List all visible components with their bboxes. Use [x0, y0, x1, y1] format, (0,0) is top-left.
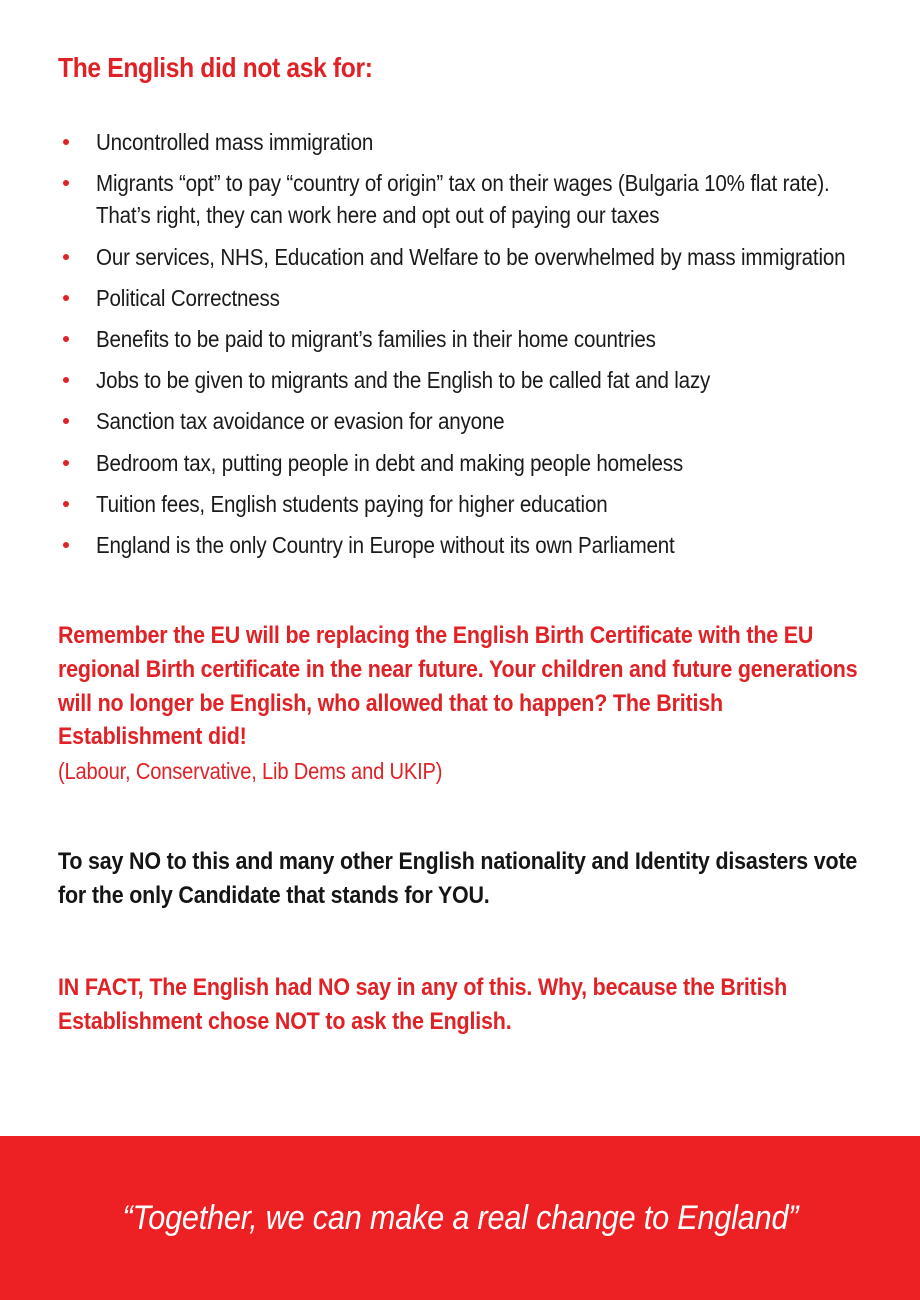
- eu-warning-note-label: (Labour, Conservative, Lib Dems and UKIP): [58, 758, 443, 785]
- bullet-dot-icon: [63, 295, 69, 301]
- bullet-dot-icon: [63, 377, 69, 383]
- list-item: [58, 529, 860, 561]
- list-item: [58, 167, 860, 231]
- bullet-dot-icon: [63, 501, 69, 507]
- vote-call-block: [58, 845, 860, 913]
- eu-warning-note: [58, 756, 860, 787]
- in-fact-text: [58, 971, 860, 1039]
- bullet-dot-icon: [63, 254, 69, 260]
- list-item-label: Sanction tax avoidance or evasion for anyone: [96, 408, 505, 435]
- bullet-dot-icon: [63, 139, 69, 145]
- list-item-label: Political Correctness: [96, 284, 280, 311]
- footer-slogan: “Together, we can make a real change to England”: [122, 1198, 798, 1237]
- in-fact-block: [58, 971, 860, 1039]
- list-item-label: Our services, NHS, Education and Welfare to be overwhelmed by mass immigration: [96, 243, 846, 270]
- vote-call-text: [58, 845, 860, 913]
- vote-call-body: To say NO to this and many other English nationality and Identity disasters vote for the only Candidate that stands for YOU.: [58, 848, 858, 910]
- bullet-dot-icon: [63, 460, 69, 466]
- eu-warning-block: [58, 619, 860, 787]
- list-item: [58, 126, 860, 158]
- list-item-label: Migrants “opt” to pay “country of origin” tax on their wages (Bulgaria 10% flat rate). That’s right, they can work here and opt out of paying our taxes: [96, 170, 830, 229]
- list-item-label: Bedroom tax, putting people in debt and making people homeless: [96, 449, 684, 476]
- list-item: [58, 323, 860, 355]
- list-item: [58, 241, 860, 273]
- bullet-dot-icon: [63, 336, 69, 342]
- list-item-label: Uncontrolled mass immigration: [96, 129, 374, 155]
- bullet-dot-icon: [63, 180, 69, 186]
- list-item: [58, 447, 860, 479]
- list-item-label: Jobs to be given to migrants and the English to be called fat and lazy: [96, 367, 711, 394]
- list-item: [58, 282, 860, 314]
- list-item: [58, 364, 860, 396]
- list-item: [58, 405, 860, 437]
- eu-warning-body: Remember the EU will be replacing the English Birth Certificate with the EU regional Birth certificate in the near future. Your children and future generations will no longer be English, who allowed that to happen? The British Establishment did!: [58, 622, 858, 751]
- page-title: The English did not ask for:: [58, 52, 373, 83]
- grievance-list: [58, 126, 860, 561]
- bullet-dot-icon: [63, 542, 69, 548]
- list-item-label: England is the only Country in Europe without its own Parliament: [96, 531, 675, 558]
- eu-warning-text: [58, 619, 860, 754]
- footer-banner: [0, 1136, 920, 1300]
- list-item-label: Tuition fees, English students paying for higher education: [96, 490, 608, 517]
- list-item: [58, 488, 860, 520]
- list-item-label: Benefits to be paid to migrant’s families in their home countries: [96, 325, 656, 352]
- in-fact-body: IN FACT, The English had NO say in any of this. Why, because the British Establishment chose NOT to ask the English.: [58, 973, 788, 1035]
- bullet-dot-icon: [63, 418, 69, 424]
